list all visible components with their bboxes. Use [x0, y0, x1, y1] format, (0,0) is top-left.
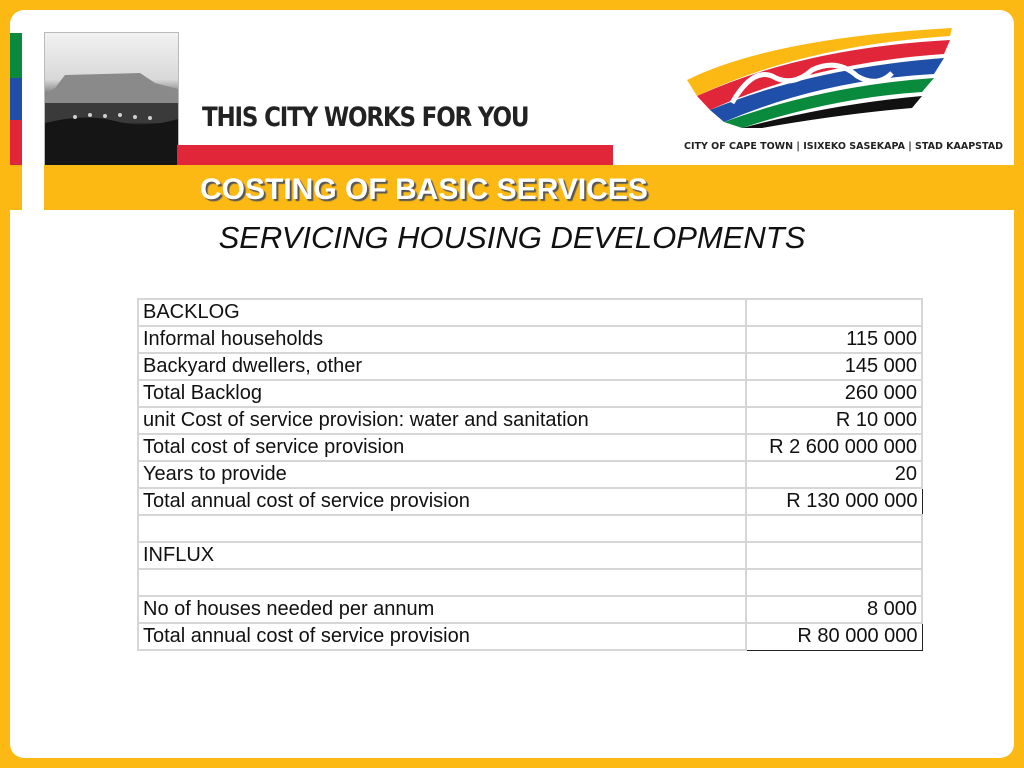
- row-value: R 10 000: [746, 407, 922, 434]
- logo-caption: CITY OF CAPE TOWN | ISIXEKO SASEKAPA | STAD KAAPSTAD: [684, 141, 1003, 152]
- row-label: No of houses needed per annum: [138, 596, 746, 623]
- row-label: unit Cost of service provision: water and sanitation: [138, 407, 746, 434]
- row-label: [138, 569, 746, 596]
- row-label: Total cost of service provision: [138, 434, 746, 461]
- green-stripe: [10, 33, 22, 78]
- row-label: Total annual cost of service provision: [138, 623, 746, 650]
- table-row: [138, 434, 922, 461]
- row-value: 20: [746, 461, 922, 488]
- row-label: Years to provide: [138, 461, 746, 488]
- row-value: 260 000: [746, 380, 922, 407]
- row-value: [746, 569, 922, 596]
- row-label: [138, 515, 746, 542]
- row-value: [746, 515, 922, 542]
- row-label: Total annual cost of service provision: [138, 488, 746, 515]
- red-header-bar: [177, 145, 613, 165]
- cape-town-logo-icon: [682, 18, 972, 128]
- row-value: R 80 000 000: [746, 623, 922, 650]
- row-value: 115 000: [746, 326, 922, 353]
- table-row: [138, 515, 922, 542]
- row-value: 8 000: [746, 596, 922, 623]
- row-label: BACKLOG: [138, 299, 746, 326]
- table-mountain-photo: [44, 32, 179, 167]
- table-row: [138, 380, 922, 407]
- table-row: [138, 596, 922, 623]
- table-row: [138, 623, 922, 650]
- table-row: [138, 542, 922, 569]
- blue-stripe: [10, 78, 22, 120]
- table-row: [138, 488, 922, 515]
- table-row: [138, 407, 922, 434]
- table-row: [138, 569, 922, 596]
- yellow-stripe: [10, 165, 22, 210]
- table-row: [138, 326, 922, 353]
- row-label: INFLUX: [138, 542, 746, 569]
- row-value: [746, 542, 922, 569]
- table-row: [138, 353, 922, 380]
- row-label: Backyard dwellers, other: [138, 353, 746, 380]
- table-row: [138, 299, 922, 326]
- row-label: Informal households: [138, 326, 746, 353]
- table-row: [138, 461, 922, 488]
- row-value: 145 000: [746, 353, 922, 380]
- city-slogan: THIS CITY WORKS FOR YOU: [202, 103, 529, 133]
- red-stripe: [10, 120, 22, 165]
- row-value: [746, 299, 922, 326]
- row-value: R 2 600 000 000: [746, 434, 922, 461]
- page-title: COSTING OF BASIC SERVICES: [200, 173, 648, 206]
- costing-table: [137, 298, 923, 651]
- row-label: Total Backlog: [138, 380, 746, 407]
- subtitle: SERVICING HOUSING DEVELOPMENTS: [218, 220, 806, 255]
- row-value: R 130 000 000: [746, 488, 922, 515]
